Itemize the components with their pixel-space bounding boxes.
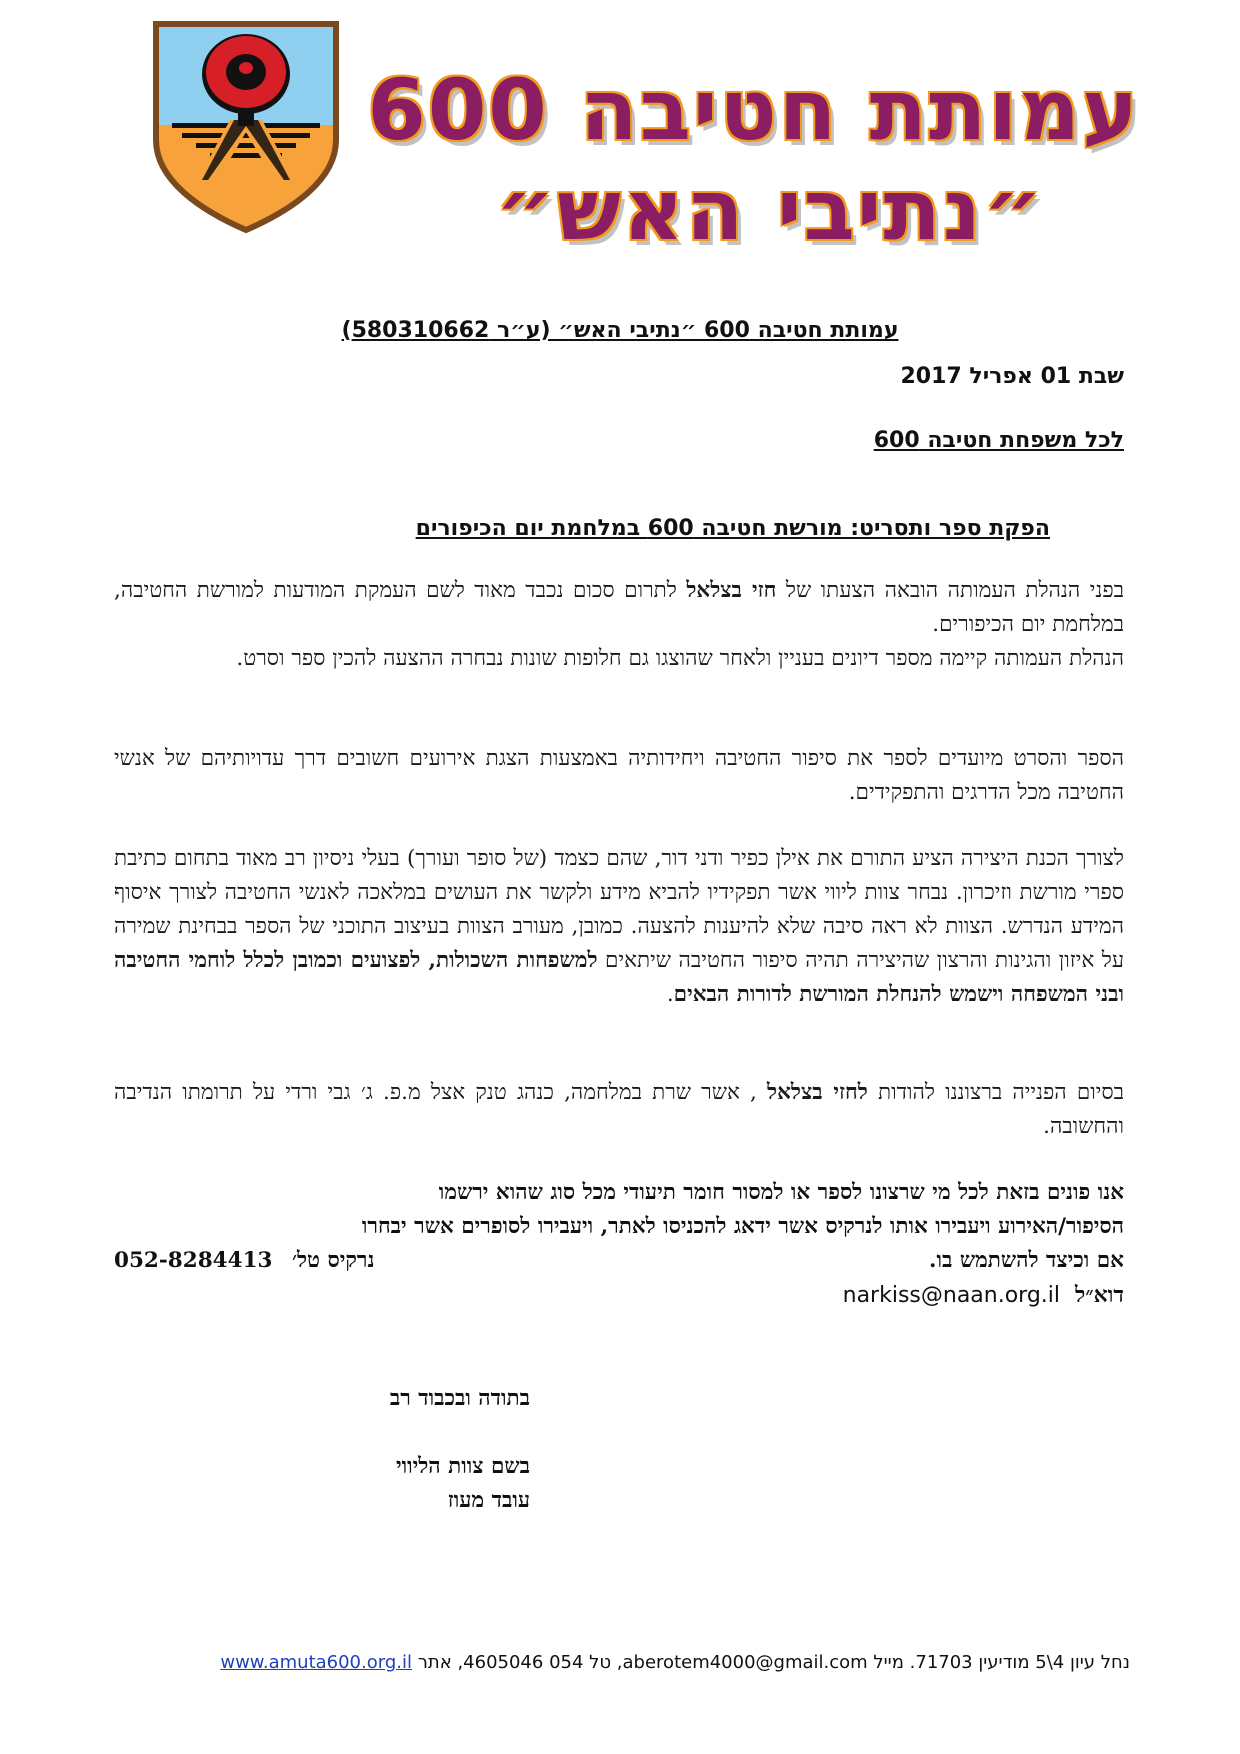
organization-title-line2: ״נתיבי האש״	[495, 161, 1045, 259]
contact-info	[114, 1244, 374, 1278]
paragraph-team-text	[114, 842, 1124, 1012]
letter-signature	[300, 1450, 530, 1518]
brigade-shield-logo	[152, 20, 340, 234]
organization-title-line1: עמותת חטיבה 600	[367, 61, 1140, 159]
organization-title	[367, 60, 1140, 260]
paragraph-thanks-intro: בסיום הפנייה ברצוננו להודות	[867, 1080, 1124, 1105]
paragraph-proposal	[114, 574, 1124, 676]
letter-footer	[150, 1652, 1130, 1673]
email-label: דוא״ל	[1075, 1282, 1124, 1308]
appeal-block	[114, 1176, 1124, 1278]
contact-phone: 052-8284413	[114, 1248, 273, 1273]
paragraph-team-emphasis: למשפחות השכולות, לפצועים וכמובן לכלל לוחמי החטיבה ובני המשפחה וישמש להנחלת המורשת לדורות הבאים	[114, 948, 1124, 1007]
paragraph-purpose	[114, 742, 1124, 810]
paragraph-team-body: לצורך הכנת היצירה הציע התורם את אילן כפיר ודני דור, שהם כצמד (של סופר ועורך) בעלי ניסיון רב מאוד בתחום כתיבת ספרי מורשת וזיכרון. נבחר צוות ליווי אשר תפקידיו להביא מידע ולקשר את העושים במלאכה לאנשי החטיבה לצורך איסוף המידע הנדרש. הצוות לא ראה סיבה שלא להיענות להצעה. כמובן, מעורב הצוות בעיצוב התוכני של הספר בבחינת שמירה על איזון והגינות והרצון שהיצירה תהיה סיפור החטיבה שיתאים	[114, 846, 1124, 973]
paragraph-thanks-text	[114, 1076, 1124, 1144]
paragraph-proposal-intro: בפני הנהלת העמותה הובאה הצעתו של	[776, 578, 1125, 603]
paragraph-proposal-decision: הנהלת העמותה קיימה מספר דיונים בעניין ולאחר שהוצגו גם חלופות שונות נבחרה ההצעה להכין ספר וסרט.	[236, 646, 1124, 671]
paragraph-proposal-text	[114, 574, 1124, 642]
paragraph-purpose-text: הספר והסרט מיועדים לספר את סיפור החטיבה ויחידותיה באמצעות הצגת אירועים חשובים דרך עדויותיהם של אנשי החטיבה מכל הדרגים והתפקידים.	[114, 746, 1124, 805]
paragraph-team-end: .	[666, 982, 674, 1007]
letter-closing: בתודה ובכבוד רב	[389, 1386, 530, 1411]
email-line	[114, 1278, 1124, 1313]
paragraph-team	[114, 842, 1124, 1012]
footer-contact-text: נחל עיון 4\5 מודיעין 71703. מייל aberotem4000@gmail.com, טל 054 4605046, אתר	[411, 1652, 1130, 1673]
paragraph-proposal-rest: לתרום סכום נכבד מאוד לשם העמקת המודעות למורשת החטיבה, במלחמת יום הכיפורים.	[114, 578, 1124, 637]
appeal-contact-row	[114, 1244, 1124, 1278]
signer-name: עובד מעוז	[447, 1488, 530, 1513]
letter-addressee: לכל משפחת חטיבה 600	[873, 428, 1124, 453]
appeal-line-2: הסיפור/האירוע ויעבירו אותו לנרקיס אשר ידאג להכניסו לאתר, ויעבירו לסופרים אשר יבחרו	[361, 1214, 1124, 1239]
appeal-line-1: אנו פונים בזאת לכל מי שרצונו לספר או למסור חומר תיעודי מכל סוג שהוא ירשמו	[438, 1180, 1124, 1205]
email-address[interactable]: narkiss@naan.org.il	[842, 1283, 1061, 1308]
organization-registration-line: עמותת חטיבה 600 ״נתיבי האש״ (ע״ר 580310662)	[341, 318, 899, 343]
footer-website-link[interactable]: www.amuta600.org.il	[220, 1652, 412, 1673]
donor-name: חזי בצלאל	[686, 578, 777, 603]
paragraph-thanks	[114, 1076, 1124, 1144]
signer-team: בשם צוות הליווי	[395, 1454, 530, 1479]
letter-subject: הפקת ספר ותסריט: מורשת חטיבה 600 במלחמת יום הכיפורים	[415, 516, 1050, 541]
letter-date: שבת 01 אפריל 2017	[900, 364, 1124, 389]
appeal-line-3: אם וכיצד להשתמש בו.	[928, 1248, 1124, 1273]
paragraph-thanks-rest: , אשר שרת במלחמה, כנהג טנק אצל מ.פ. ג׳ גבי ורדי על תרומתו הנדיבה והחשובה.	[114, 1080, 1124, 1139]
donor-name-thanks: לחזי בצלאל	[767, 1080, 868, 1105]
contact-name: נרקיס טל׳	[292, 1248, 375, 1273]
